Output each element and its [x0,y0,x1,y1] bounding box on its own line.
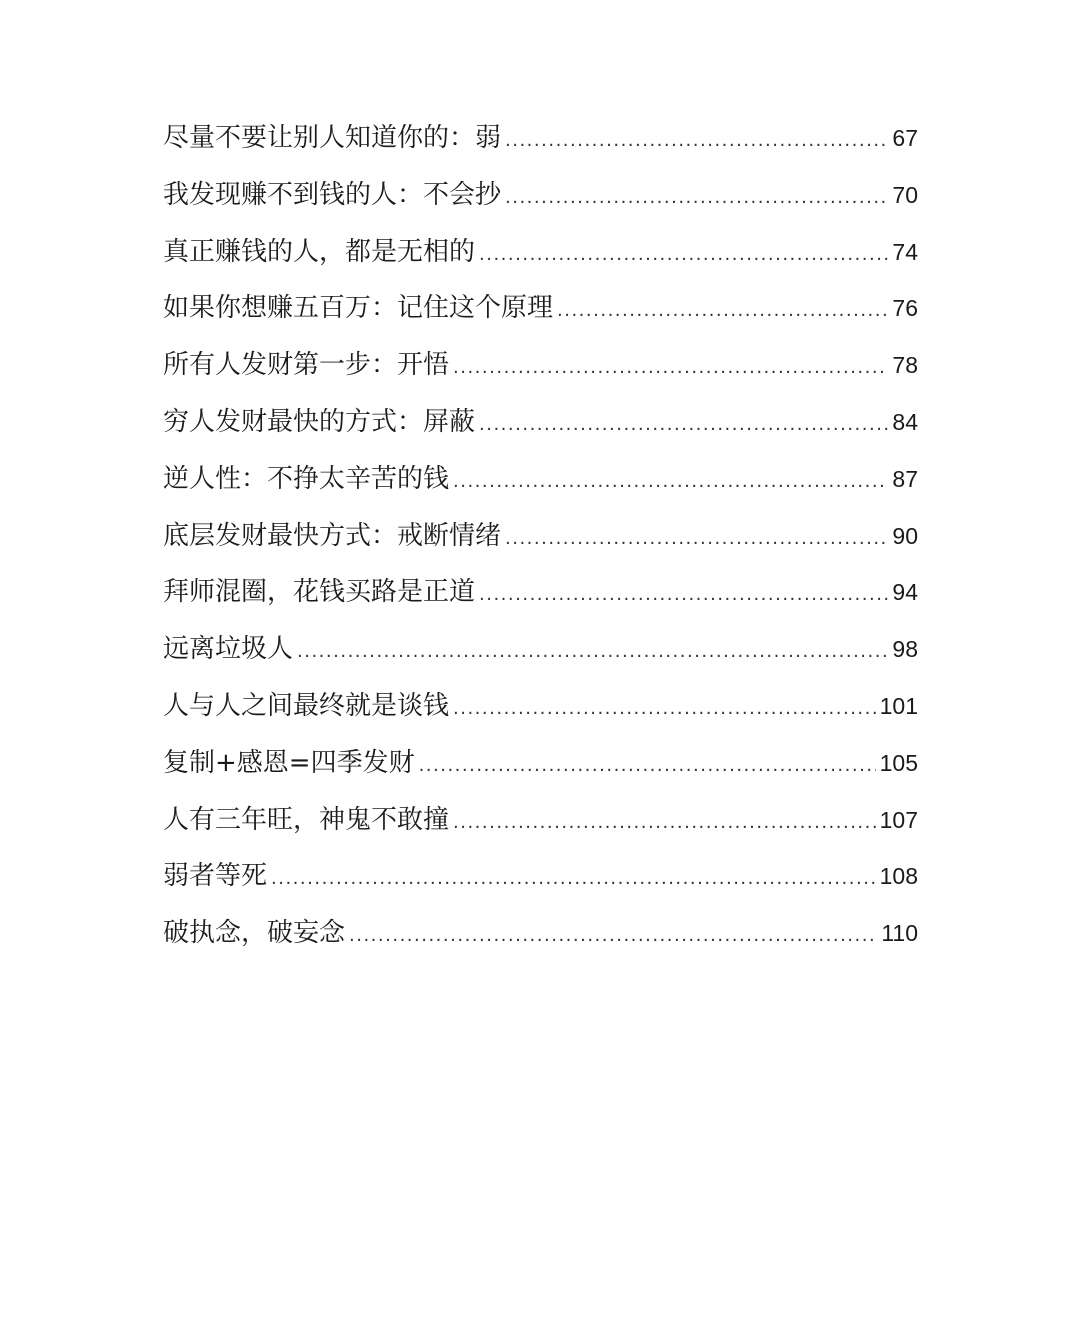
toc-entry[interactable] [163,394,918,451]
dot-leader [349,908,877,965]
toc-entry[interactable] [163,792,918,849]
toc-entry-title: 我发现赚不到钱的人：不会抄 [163,179,502,210]
toc-entry-title: 所有人发财第一步：开悟 [163,350,450,381]
toc-entry-page-number: 84 [892,408,918,435]
dot-leader [479,397,888,454]
toc-entry-title: 逆人性：不挣太辛苦的钱 [163,463,450,494]
dot-leader [505,113,888,170]
toc-entry-page-number: 101 [879,692,918,719]
toc-entry[interactable] [163,224,918,281]
toc-entry[interactable] [163,678,918,735]
toc-entry-title: 真正赚钱的人，都是无相的 [163,236,476,267]
toc-entry-page-number: 90 [892,522,918,549]
dot-leader [453,454,888,511]
toc-entry-page-number: 76 [892,295,918,322]
dot-leader [419,738,876,795]
toc-entry[interactable] [163,508,918,565]
dot-leader [479,567,888,624]
toc-entry-title: 复制+感恩=四季发财 [163,747,415,778]
toc-entry[interactable] [163,905,918,962]
dot-leader [271,851,876,908]
toc-entry-page-number: 70 [892,181,918,208]
dot-leader [505,170,888,227]
toc-entry-page-number: 67 [892,125,918,151]
dot-leader [479,227,888,284]
toc-entry[interactable] [163,735,918,792]
toc-entry-title: 拜师混圈，花钱买路是正道 [163,577,476,608]
toc-entry[interactable] [163,621,918,678]
toc-entry-title: 如果你想赚五百万：记住这个原理 [163,293,554,324]
toc-entry-page-number: 98 [892,636,918,663]
toc-entry-page-number: 87 [892,465,918,492]
dot-leader [297,624,888,681]
toc-entry-page-number: 108 [879,863,918,890]
toc-entry-title: 底层发财最快方式：戒断情绪 [163,520,502,551]
dot-leader [557,283,888,340]
toc-entry[interactable] [163,280,918,337]
toc-entry-title: 弱者等死 [163,861,268,892]
dot-leader [453,681,876,738]
toc-entry[interactable] [163,848,918,905]
toc-entry[interactable] [163,167,918,224]
toc-entry-title: 人有三年旺，神鬼不敢撞 [163,804,450,835]
toc-entry-page-number: 94 [892,579,918,606]
toc-entry-title: 尽量不要让别人知道你的：弱 [163,123,502,153]
toc-entry-page-number: 110 [881,920,918,947]
dot-leader [453,795,876,852]
toc-entry-page-number: 78 [892,352,918,379]
toc-entry-title: 远离垃圾人 [163,634,294,665]
toc-entry-page-number: 107 [879,806,918,833]
toc-entry-title: 破执念，破妄念 [163,918,346,949]
table-of-contents [163,110,918,962]
toc-entry-page-number: 74 [892,238,918,265]
toc-entry[interactable] [163,564,918,621]
toc-entry-title: 人与人之间最终就是谈钱 [163,690,450,721]
toc-entry[interactable] [163,110,918,167]
dot-leader [453,340,888,397]
dot-leader [505,511,888,568]
toc-entry-page-number: 105 [879,749,918,776]
toc-entry[interactable] [163,451,918,508]
toc-entry[interactable] [163,337,918,394]
toc-entry-title: 穷人发财最快的方式：屏蔽 [163,406,476,437]
